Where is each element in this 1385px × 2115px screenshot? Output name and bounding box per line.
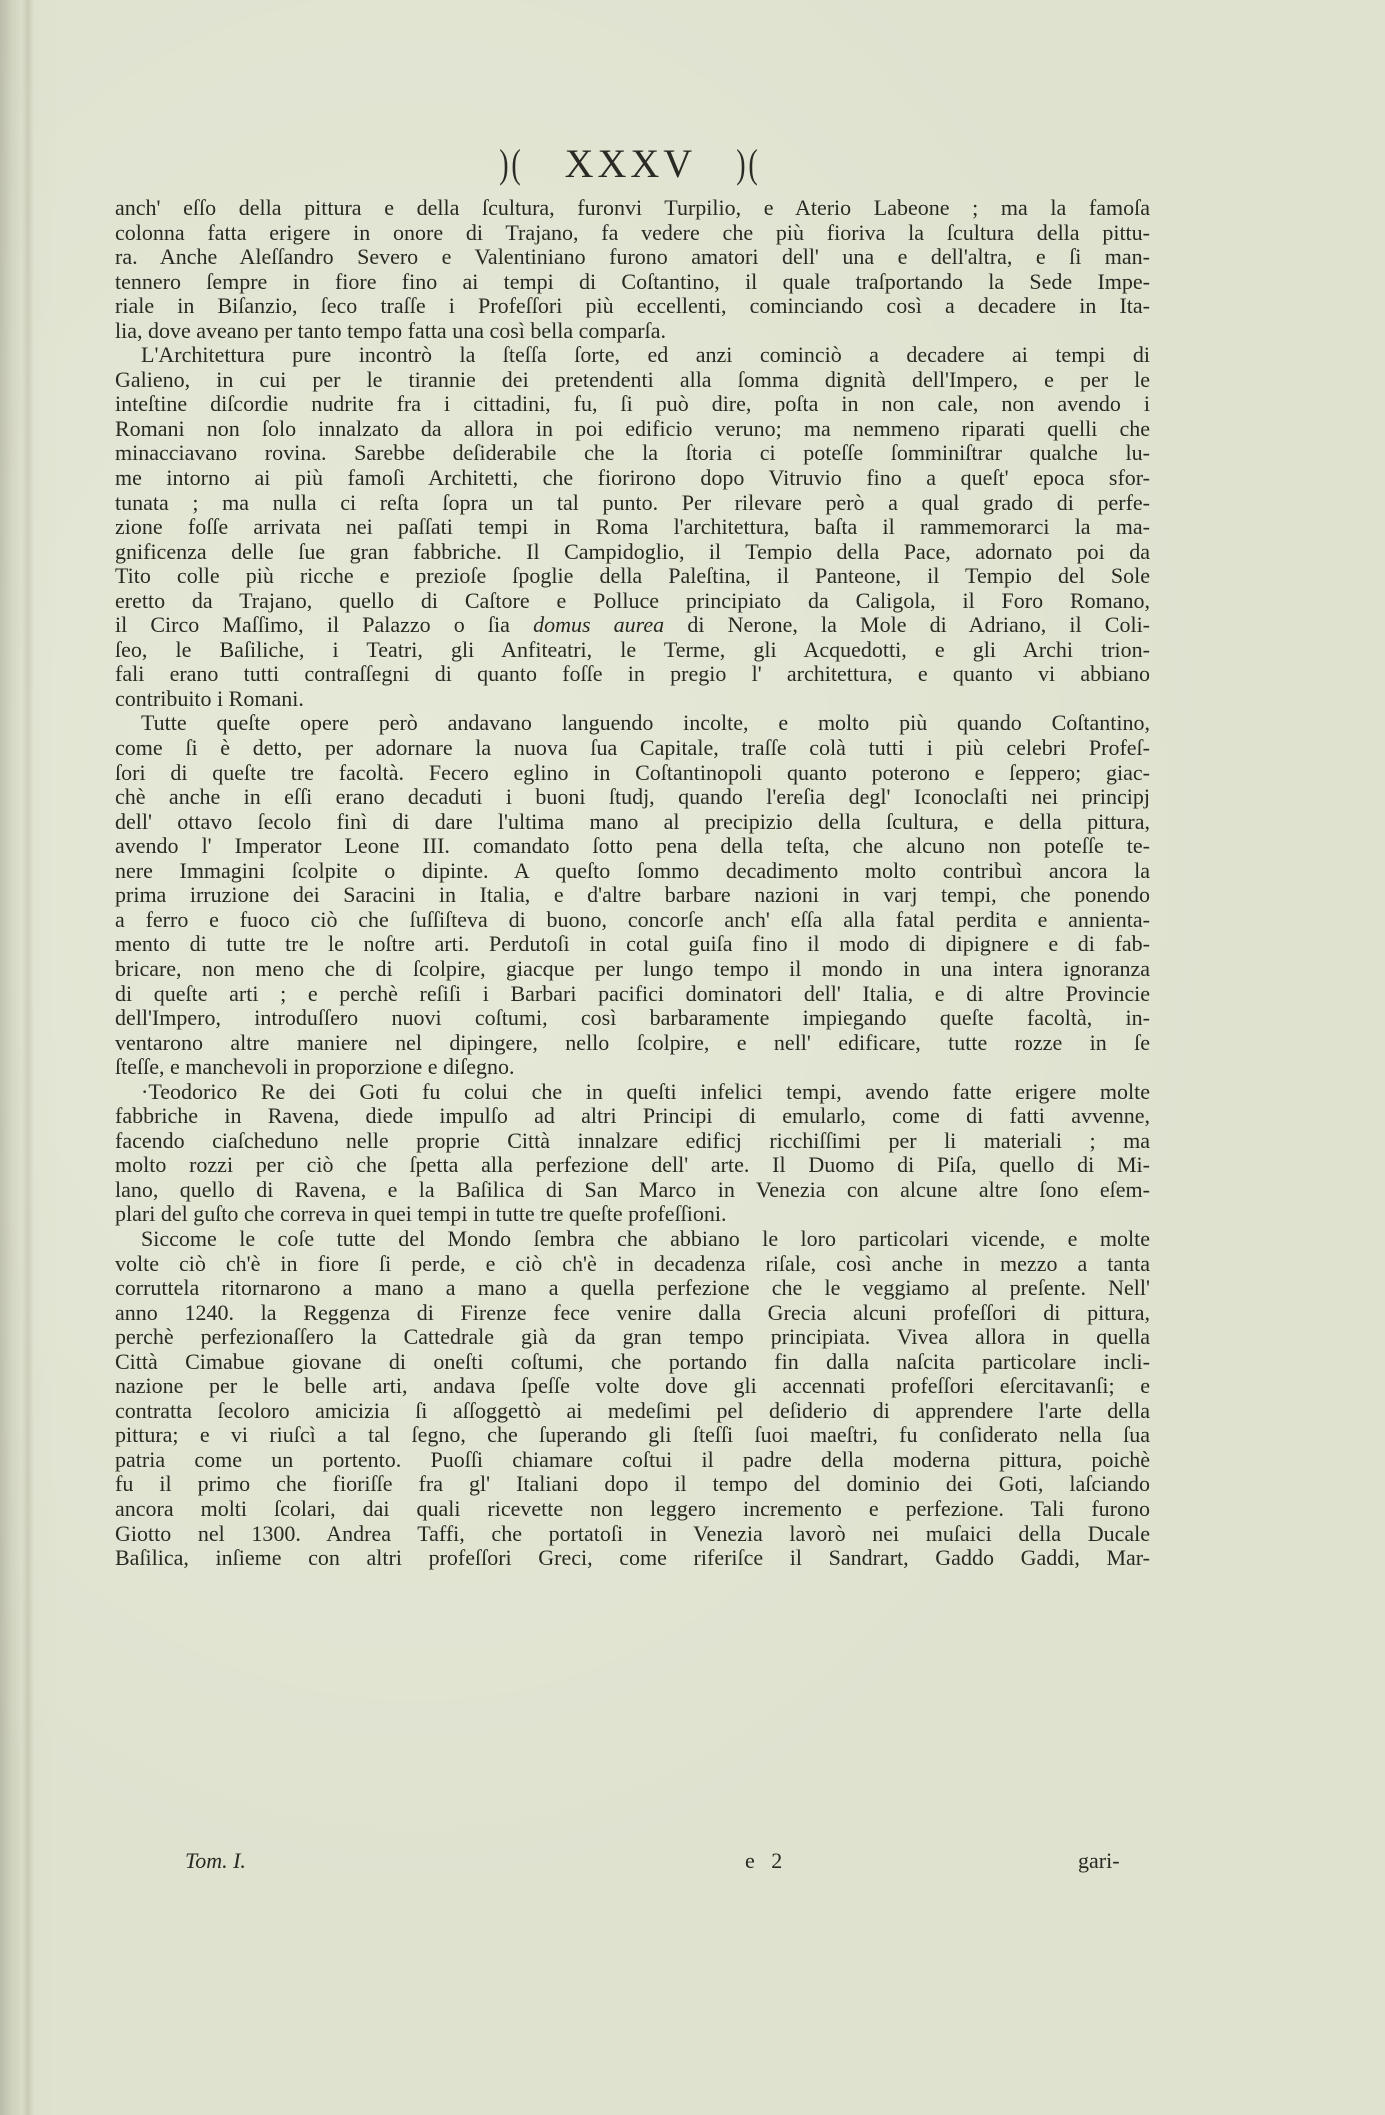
text-line bbox=[115, 687, 1150, 712]
text-line-content: zione foſſe arrivata nei paſſati tempi in Roma l'architettura, baſta il rammemorarci la ma- bbox=[115, 514, 1150, 540]
text-line bbox=[115, 392, 1150, 417]
text-line bbox=[115, 1178, 1150, 1203]
text-line bbox=[115, 466, 1150, 491]
page-header bbox=[0, 140, 1260, 187]
text-line bbox=[115, 221, 1150, 246]
text-line-content: nere Immagini ſcolpite o dipinte. A queſto ſommo decadimento molto contribuì ancora la bbox=[115, 857, 1150, 883]
text-line-content: come ſi è detto, per adornare la nuova ſua Capitale, traſſe colà tutti i più celebri Profeſ- bbox=[115, 735, 1150, 761]
text-line-content: anch' eſſo della pittura e della ſcultura, furonvi Turpilio, e Aterio Labeone ; ma la famoſa bbox=[115, 195, 1150, 220]
text-line bbox=[115, 1031, 1150, 1056]
text-line bbox=[115, 564, 1150, 589]
text-line bbox=[115, 540, 1150, 565]
text-line bbox=[115, 343, 1150, 368]
text-line bbox=[115, 1497, 1150, 1522]
text-line-content: colonna fatta erigere in onore di Trajano, fa vedere che più fioriva la ſcultura della pittu- bbox=[115, 219, 1150, 245]
text-line-content: L'Architettura pure incontrò la ſteſſa ſorte, ed anzi cominciò a decadere ai tempi di bbox=[141, 342, 1150, 368]
text-line bbox=[115, 1104, 1150, 1129]
text-line-content: contribuito i Romani. bbox=[115, 685, 304, 711]
text-line-content: perchè perfezionaſſero la Cattedrale già da gran tempo principiata. Vivea allora in quella bbox=[115, 1324, 1150, 1350]
text-line-content: molto rozzi per ciò che ſpetta alla perfezione dell' arte. Il Duomo di Piſa, quello di Mi- bbox=[115, 1152, 1150, 1178]
text-line bbox=[115, 785, 1150, 810]
catchword: gari- bbox=[1078, 1848, 1120, 1873]
text-line-content: volte ciò ch'è in fiore ſi perde, e ciò ch'è in decadenza riſale, così anche in mezzo a tanta bbox=[115, 1250, 1150, 1276]
text-line-content: Tutte queſte opere però andavano languendo incolte, e molto più quando Coſtantino, bbox=[141, 710, 1150, 736]
text-line-content: corruttela ritornarono a mano a mano a quella perfezione che le veggiamo al preſente. Nell' bbox=[115, 1275, 1150, 1301]
text-line bbox=[115, 515, 1150, 540]
text-line-content: ra. Anche Aleſſandro Severo e Valentiniano furono amatori dell' una e dell'altra, e ſi man- bbox=[115, 244, 1150, 270]
text-line bbox=[115, 417, 1150, 442]
text-line-content: il Circo Maſſimo, il Palazzo o ſia bbox=[115, 612, 510, 638]
text-line bbox=[115, 883, 1150, 908]
text-line bbox=[115, 1350, 1150, 1375]
text-line bbox=[115, 834, 1150, 859]
text-line bbox=[115, 196, 1150, 221]
text-line-content: prima irruzione dei Saracini in Italia, e d'altre barbare nazioni in varj tempi, che ponendo bbox=[115, 882, 1150, 908]
text-line-content: ventarono altre maniere nel dipingere, nello ſcolpire, e nell' edificare, tutte rozze in ſe bbox=[115, 1029, 1150, 1055]
text-line-content: di Nerone, la Mole di Adriano, il Coli- bbox=[687, 612, 1151, 638]
text-line-content: avendo l' Imperator Leone III. comandato ſotto pena della teſta, che alcuno non poteſſe te- bbox=[115, 833, 1150, 859]
text-line bbox=[115, 245, 1150, 270]
text-line-content: a ferro e fuoco ciò che ſuſſiſteva di buono, concorſe anch' eſſa alla fatal perdita e annienta- bbox=[115, 906, 1150, 932]
signature-mark: e 2 bbox=[745, 1848, 783, 1873]
text-line bbox=[115, 1423, 1150, 1448]
text-line-content: me intorno ai più famoſi Architetti, che fiorirono dopo Vitruvio fino a queſt' epoca sfor- bbox=[115, 465, 1150, 491]
text-line bbox=[115, 908, 1150, 933]
text-line-content: pittura; e vi riuſcì a tal ſegno, che ſuperando gli ſteſſi ſuoi maeſtri, fu conſiderato nella ſua bbox=[115, 1422, 1150, 1448]
text-line bbox=[115, 1325, 1150, 1350]
text-line-content: Siccome le coſe tutte del Mondo ſembra che abbiano le loro particolari vicende, e molte bbox=[141, 1225, 1150, 1251]
text-line-content: chè anche in eſſi erano decaduti i buoni ſtudj, quando l'ereſia degl' Iconoclaſti nei principj bbox=[115, 784, 1150, 810]
text-line-content: fu il primo che fioriſſe fra gl' Italiani dopo il tempo del dominio dei Goti, laſciando bbox=[115, 1471, 1150, 1497]
text-line-content: eretto da Trajano, quello di Caſtore e Polluce principiato da Caligola, il Foro Romano, bbox=[115, 587, 1150, 613]
header-ornament-right: )( bbox=[736, 141, 761, 186]
text-line bbox=[115, 491, 1150, 516]
text-line-content: lano, quello di Ravena, e la Baſilica di San Marco in Venezia con alcune altre ſono eſem- bbox=[115, 1176, 1150, 1202]
text-line-content: riale in Biſanzio, ſeco traſſe i Profeſſori più eccellenti, cominciando così a decadere in Ita- bbox=[115, 293, 1150, 319]
text-line bbox=[115, 1399, 1150, 1424]
text-line-content: Romani non ſolo innalzato da allora in poi edificio veruno; ma nemmeno riparati quelli che bbox=[115, 415, 1150, 441]
text-line-content: contratta ſecoloro amicizia ſi aſſoggettò ai medeſimi pel deſiderio di apprendere l'arte della bbox=[115, 1397, 1150, 1423]
text-line bbox=[115, 1202, 1150, 1227]
text-line-content: Tito colle più ricche e prezioſe ſpoglie della Paleſtina, il Panteone, il Tempio del Sole bbox=[115, 563, 1150, 589]
text-line-content: plari del guſto che correva in quei tempi in tutte tre queſte profeſſioni. bbox=[115, 1201, 727, 1227]
text-line-content: Giotto nel 1300. Andrea Taffi, che portatoſi in Venezia lavorò nei muſaici della Ducale bbox=[115, 1520, 1150, 1546]
text-line-content: Città Cimabue giovane di oneſti coſtumi, che portando fin dalla naſcita particolare incli- bbox=[115, 1348, 1150, 1374]
text-line-content: gnificenza delle ſue gran fabbriche. Il Campidoglio, il Tempio della Pace, adornato poi da bbox=[115, 538, 1150, 564]
text-line bbox=[115, 1374, 1150, 1399]
text-line-content: ſteſſe, e manchevoli in proporzione e diſegno. bbox=[115, 1054, 515, 1080]
text-line-content: minacciavano rovina. Sarebbe deſiderabile che la ſtoria ci poteſſe ſomminiſtrar qualche lu- bbox=[115, 440, 1150, 466]
text-line-content: facendo ciaſcheduno nelle proprie Città innalzare edificj ricchiſſimi per li materiali ; ma bbox=[115, 1127, 1150, 1153]
text-line bbox=[115, 638, 1150, 663]
text-line bbox=[115, 1472, 1150, 1497]
text-line-content: anno 1240. la Reggenza di Firenze fece venire dalla Grecia alcuni profeſſori di pittura, bbox=[115, 1299, 1150, 1325]
text-line-content: bricare, non meno che di ſcolpire, giacque per lungo tempo il mondo in una intera ignoranza bbox=[115, 955, 1150, 981]
italic-phrase: domus aurea bbox=[533, 612, 665, 638]
text-line bbox=[115, 613, 1150, 638]
text-line bbox=[115, 368, 1150, 393]
text-line-content: inteſtine diſcordie nudrite fra i cittadini, fu, ſi può dire, poſta in non cale, non avendo i bbox=[115, 391, 1150, 417]
text-line bbox=[115, 1522, 1150, 1547]
body-text bbox=[115, 196, 1150, 1571]
text-line bbox=[115, 932, 1150, 957]
text-line bbox=[115, 957, 1150, 982]
text-line bbox=[115, 1153, 1150, 1178]
text-line-content: tennero ſempre in fiore fino ai tempi di Coſtantino, il quale traſportando la Sede Impe- bbox=[115, 268, 1150, 294]
text-line bbox=[115, 270, 1150, 295]
page-number: XXXV bbox=[564, 141, 696, 186]
text-line-content: mento di tutte tre le noſtre arti. Perdutoſi in cotal guiſa fino il modo di dipignere e di fab- bbox=[115, 931, 1150, 957]
text-line-content: nazione per le belle arti, andava ſpeſſe volte dove gli accennati profeſſori eſercitavanſi; e bbox=[115, 1373, 1150, 1399]
header-ornament-left: )( bbox=[499, 141, 524, 186]
text-line-content: ſeo, le Baſiliche, i Teatri, gli Anfiteatri, le Terme, gli Acquedotti, e gli Archi trion- bbox=[115, 636, 1150, 662]
text-line bbox=[115, 1227, 1150, 1252]
text-line-content: ·Teodorico Re dei Goti fu colui che in queſti infelici tempi, avendo fatte erigere molte bbox=[141, 1078, 1150, 1104]
text-line-content: dell'Impero, introduſſero nuovi coſtumi, così barbaramente impiegando queſte facoltà, in- bbox=[115, 1005, 1150, 1031]
text-line bbox=[115, 1301, 1150, 1326]
text-line bbox=[115, 810, 1150, 835]
text-line bbox=[115, 589, 1150, 614]
text-line bbox=[115, 711, 1150, 736]
text-line bbox=[115, 1080, 1150, 1105]
text-line bbox=[115, 662, 1150, 687]
text-line bbox=[115, 1252, 1150, 1277]
text-line bbox=[115, 441, 1150, 466]
text-line-content: di queſte arti ; e perchè reſiſi i Barbari pacifici dominatori dell' Italia, e di altre Provincie bbox=[115, 980, 1150, 1006]
text-line bbox=[115, 1129, 1150, 1154]
text-line bbox=[115, 294, 1150, 319]
text-line bbox=[115, 859, 1150, 884]
text-line-content: Galieno, in cui per le tirannie dei pretendenti alla ſomma dignità dell'Impero, e per le bbox=[115, 366, 1150, 392]
text-line bbox=[115, 1006, 1150, 1031]
text-line-content: lia, dove aveano per tanto tempo fatta una così bella comparſa. bbox=[115, 317, 666, 343]
text-line-content: ſori di queſte tre facoltà. Fecero eglino in Coſtantinopoli quanto poterono e ſeppero; giac- bbox=[115, 759, 1150, 785]
text-line-content: ancora molti ſcolari, dai quali ricevette non leggero incremento e perfezione. Tali furono bbox=[115, 1495, 1150, 1521]
text-line bbox=[115, 761, 1150, 786]
text-line bbox=[115, 319, 1150, 344]
text-line bbox=[115, 982, 1150, 1007]
text-line-content: fabbriche in Ravena, diede impulſo ad altri Principi di emularlo, come di fatti avvenne, bbox=[115, 1103, 1150, 1129]
text-line-content: dell' ottavo ſecolo finì di dare l'ultima mano al precipizio della ſcultura, e della pittura, bbox=[115, 808, 1150, 834]
text-line-content: Baſilica, inſieme con altri profeſſori Greci, come riferiſce il Sandrart, Gaddo Gaddi, Mar- bbox=[115, 1545, 1150, 1571]
text-line bbox=[115, 1055, 1150, 1080]
text-line bbox=[115, 1276, 1150, 1301]
text-line-content: fali erano tutti contraſſegni di quanto foſſe in pregio l' architettura, e quanto vi abbiano bbox=[115, 661, 1150, 687]
text-line-content: tunata ; ma nulla ci reſta ſopra un tal punto. Per rilevare però a qual grado di perfe- bbox=[115, 489, 1150, 515]
volume-mark: Tom. I. bbox=[185, 1848, 246, 1873]
text-line bbox=[115, 736, 1150, 761]
text-line bbox=[115, 1448, 1150, 1473]
text-line bbox=[115, 1546, 1150, 1571]
text-line-content: patria come un portento. Puoſſi chiamare coſtui il padre della moderna pittura, poichè bbox=[115, 1446, 1150, 1472]
